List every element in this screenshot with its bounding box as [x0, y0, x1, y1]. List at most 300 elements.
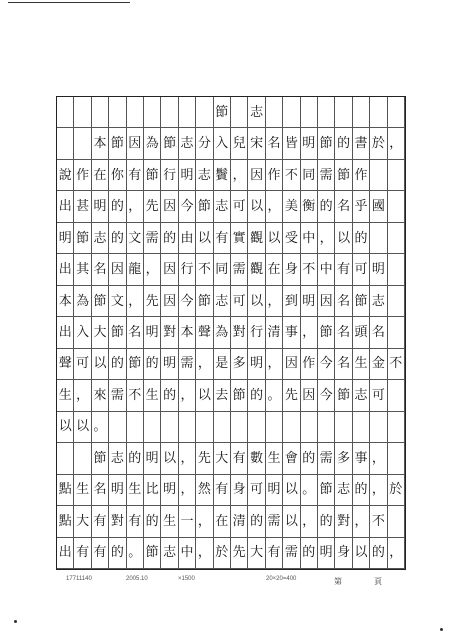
- grid-cell: 節: [144, 538, 161, 569]
- grid-cell: 明: [301, 286, 318, 317]
- footer-page-suffix: 頁: [374, 577, 382, 586]
- grid-cell: 身: [231, 475, 248, 506]
- grid-cell: 的: [109, 349, 126, 380]
- grid-cell: 名: [92, 254, 109, 285]
- grid-cell: 國: [370, 191, 387, 222]
- grid-cell: 到: [283, 286, 300, 317]
- grid-cell: 以: [283, 506, 300, 537]
- grid-cell: ，: [370, 475, 387, 506]
- grid-cell: [231, 97, 248, 128]
- grid-cell: 的: [353, 475, 370, 506]
- grid-cell: 明: [266, 475, 283, 506]
- grid-cell: 作: [301, 349, 318, 380]
- grid-cell: 有: [127, 506, 144, 537]
- grid-cell: 明: [248, 349, 265, 380]
- grid-cell: 不: [370, 506, 387, 537]
- grid-cell: 實: [231, 223, 248, 254]
- grid-cell: ，: [301, 317, 318, 348]
- grid-cell: 因: [161, 254, 178, 285]
- grid-cell: 以: [248, 286, 265, 317]
- grid-cell: 的: [144, 349, 161, 380]
- grid-cell: 生: [161, 506, 178, 537]
- grid-cell: 清: [266, 317, 283, 348]
- grid-cell: 以: [266, 223, 283, 254]
- grid-cell: 的: [109, 191, 126, 222]
- grid-cell: 節: [92, 286, 109, 317]
- grid-cell: 節: [335, 160, 352, 191]
- grid-cell: 節: [318, 475, 335, 506]
- grid-cell: 聲: [57, 349, 74, 380]
- grid-cell: [388, 443, 405, 474]
- grid-cell: 志: [353, 380, 370, 411]
- grid-cell: 節: [231, 380, 248, 411]
- grid-cell: 可: [370, 380, 387, 411]
- grid-cell: 兒: [231, 128, 248, 159]
- grid-cell: 對: [109, 506, 126, 537]
- grid-cell: 。: [127, 538, 144, 569]
- grid-cell: [353, 97, 370, 128]
- grid-cell: [57, 97, 74, 128]
- grid-cell: 在: [266, 254, 283, 285]
- manuscript-grid: [56, 96, 406, 570]
- grid-cell: ，: [196, 538, 213, 569]
- grid-cell: 志: [370, 286, 387, 317]
- grid-cell: 大: [248, 538, 265, 569]
- grid-cell: 有: [92, 506, 109, 537]
- grid-cell: 的: [318, 191, 335, 222]
- grid-cell: 名: [266, 128, 283, 159]
- grid-cell: 的: [301, 443, 318, 474]
- grid-cell: [388, 380, 405, 411]
- grid-cell: ，: [127, 191, 144, 222]
- grid-cell: 因: [248, 160, 265, 191]
- grid-cell: 在: [214, 506, 231, 537]
- top-rule: [8, 2, 130, 3]
- grid-cell: 節: [353, 286, 370, 317]
- grid-cell: 先: [283, 380, 300, 411]
- grid-cell: 於: [388, 475, 405, 506]
- grid-cell: 需: [318, 443, 335, 474]
- grid-cell: 節: [109, 128, 126, 159]
- grid-cell: 比: [144, 475, 161, 506]
- manuscript-sheet: [56, 96, 406, 596]
- grid-cell: ，: [231, 160, 248, 191]
- grid-cell: 志: [214, 286, 231, 317]
- grid-cell: 以: [92, 349, 109, 380]
- grid-cell: [370, 97, 387, 128]
- grid-cell: 的: [301, 538, 318, 569]
- grid-cell: 以: [353, 538, 370, 569]
- grid-cell: 聲: [196, 317, 213, 348]
- grid-cell: [109, 97, 126, 128]
- grid-cell: 於: [214, 538, 231, 569]
- grid-cell: 去: [214, 380, 231, 411]
- grid-cell: [57, 128, 74, 159]
- grid-cell: [318, 412, 335, 443]
- grid-cell: 先: [196, 443, 213, 474]
- grid-cell: 清: [231, 506, 248, 537]
- grid-cell: 需: [109, 380, 126, 411]
- grid-cell: [318, 97, 335, 128]
- grid-cell: [335, 412, 352, 443]
- grid-cell: 的: [161, 380, 178, 411]
- grid-cell: 對: [231, 317, 248, 348]
- grid-cell: [388, 223, 405, 254]
- grid-cell: 以: [335, 223, 352, 254]
- grid-cell: 的: [109, 223, 126, 254]
- grid-cell: [74, 443, 91, 474]
- grid-cell: 可: [353, 254, 370, 285]
- grid-cell: 金: [370, 349, 387, 380]
- grid-cell: 以: [248, 191, 265, 222]
- grid-cell: 是: [214, 349, 231, 380]
- grid-cell: [266, 97, 283, 128]
- grid-cell: 的: [318, 506, 335, 537]
- grid-cell: 因: [161, 286, 178, 317]
- grid-cell: 入: [74, 317, 91, 348]
- grid-cell: 不: [283, 160, 300, 191]
- grid-cell: 的: [109, 538, 126, 569]
- grid-cell: [109, 412, 126, 443]
- grid-cell: 節: [144, 160, 161, 191]
- grid-cell: 中: [318, 254, 335, 285]
- grid-cell: 觀: [248, 223, 265, 254]
- grid-cell: [179, 97, 196, 128]
- grid-cell: 作: [353, 160, 370, 191]
- grid-cell: 需: [318, 160, 335, 191]
- grid-cell: 出: [57, 254, 74, 285]
- grid-cell: 中: [301, 223, 318, 254]
- grid-cell: 其: [74, 254, 91, 285]
- grid-cell: 有: [214, 223, 231, 254]
- grid-cell: 明: [161, 475, 178, 506]
- grid-cell: 宋: [248, 128, 265, 159]
- grid-cell: 。: [92, 412, 109, 443]
- grid-cell: 以: [196, 223, 213, 254]
- grid-cell: ，: [266, 286, 283, 317]
- grid-cell: [388, 506, 405, 537]
- grid-cell: 生: [266, 443, 283, 474]
- grid-cell: 點: [57, 475, 74, 506]
- grid-cell: ，: [353, 506, 370, 537]
- grid-cell: 的: [248, 506, 265, 537]
- grid-cell: 衡: [301, 191, 318, 222]
- grid-cell: ，: [388, 128, 405, 159]
- grid-cell: 因: [283, 349, 300, 380]
- grid-cell: [144, 412, 161, 443]
- grid-cell: [370, 412, 387, 443]
- grid-cell: 大: [74, 506, 91, 537]
- grid-cell: ，: [301, 506, 318, 537]
- grid-cell: 的: [353, 223, 370, 254]
- grid-cell: 行: [179, 254, 196, 285]
- grid-cell: 先: [231, 538, 248, 569]
- grid-cell: 需: [283, 538, 300, 569]
- grid-cell: [283, 97, 300, 128]
- grid-cell: 名: [370, 317, 387, 348]
- grid-cell: 說: [57, 160, 74, 191]
- footer-code: 17711140: [66, 576, 92, 582]
- grid-cell: [196, 97, 213, 128]
- grid-cell: 明: [144, 317, 161, 348]
- grid-cell: 在: [92, 160, 109, 191]
- grid-cell: 為: [74, 286, 91, 317]
- grid-cell: 志: [109, 443, 126, 474]
- grid-cell: 明: [318, 538, 335, 569]
- grid-cell: 的: [127, 443, 144, 474]
- grid-cell: [161, 412, 178, 443]
- grid-cell: ，: [266, 191, 283, 222]
- grid-cell: ，: [388, 538, 405, 569]
- grid-cell: 身: [283, 254, 300, 285]
- grid-cell: 因: [127, 128, 144, 159]
- grid-cell: [370, 223, 387, 254]
- grid-cell: 節: [109, 317, 126, 348]
- grid-cell: 名: [335, 349, 352, 380]
- grid-cell: 以: [161, 443, 178, 474]
- grid-cell: 事: [283, 317, 300, 348]
- grid-cell: 不: [388, 349, 405, 380]
- grid-cell: 你: [109, 160, 126, 191]
- grid-cell: 節: [318, 128, 335, 159]
- grid-cell: 。: [266, 380, 283, 411]
- grid-cell: [74, 128, 91, 159]
- grid-cell: 節: [335, 380, 352, 411]
- grid-cell: [388, 97, 405, 128]
- grid-cell: 為: [214, 317, 231, 348]
- grid-cell: 名: [335, 191, 352, 222]
- grid-cell: 明: [57, 223, 74, 254]
- grid-cell: 出: [57, 538, 74, 569]
- grid-cell: 數: [248, 443, 265, 474]
- grid-cell: ，: [179, 475, 196, 506]
- grid-cell: [388, 317, 405, 348]
- grid-cell: 不: [301, 254, 318, 285]
- grid-cell: 以: [283, 475, 300, 506]
- grid-cell: 甚: [74, 191, 91, 222]
- grid-cell: [196, 412, 213, 443]
- grid-cell: [370, 160, 387, 191]
- grid-cell: 生: [353, 349, 370, 380]
- grid-cell: [388, 254, 405, 285]
- grid-cell: 明: [301, 128, 318, 159]
- footer-count: ×1500: [178, 576, 195, 582]
- grid-cell: 以: [74, 412, 91, 443]
- grid-cell: 志: [196, 160, 213, 191]
- grid-cell: ，: [266, 349, 283, 380]
- grid-cell: 同: [301, 160, 318, 191]
- grid-cell: 需: [266, 506, 283, 537]
- grid-cell: 明: [179, 160, 196, 191]
- grid-cell: 今: [179, 191, 196, 222]
- grid-cell: [301, 412, 318, 443]
- grid-cell: 入: [214, 128, 231, 159]
- grid-cell: 明: [109, 475, 126, 506]
- grid-cell: 書: [353, 128, 370, 159]
- grid-cell: 因: [318, 286, 335, 317]
- grid-cell: 頭: [353, 317, 370, 348]
- grid-cell: [388, 412, 405, 443]
- grid-cell: 明: [144, 443, 161, 474]
- grid-cell: 可: [231, 191, 248, 222]
- grid-cell: 有: [127, 160, 144, 191]
- grid-cell: 有: [266, 538, 283, 569]
- grid-cell: 需: [144, 223, 161, 254]
- grid-cell: 多: [335, 443, 352, 474]
- grid-cell: 作: [266, 160, 283, 191]
- grid-cell: 名: [92, 475, 109, 506]
- grid-cell: 可: [231, 286, 248, 317]
- grid-cell: 於: [370, 128, 387, 159]
- grid-cell: [214, 412, 231, 443]
- grid-cell: 出: [57, 317, 74, 348]
- grid-cell: ，: [318, 223, 335, 254]
- grid-cell: 以: [57, 412, 74, 443]
- grid-cell: 然: [196, 475, 213, 506]
- grid-cell: [92, 97, 109, 128]
- grid-cell: 因: [301, 380, 318, 411]
- grid-cell: 的: [161, 223, 178, 254]
- grid-cell: 志: [214, 191, 231, 222]
- grid-cell: 同: [214, 254, 231, 285]
- grid-cell: 點: [57, 506, 74, 537]
- grid-cell: 身: [335, 538, 352, 569]
- grid-cell: 今: [179, 286, 196, 317]
- grid-cell: [161, 97, 178, 128]
- grid-cell: 的: [248, 380, 265, 411]
- grid-cell: ，: [74, 380, 91, 411]
- grid-cell: [335, 97, 352, 128]
- grid-cell: 來: [92, 380, 109, 411]
- grid-cell: 有: [231, 443, 248, 474]
- grid-cell: 節: [214, 97, 231, 128]
- grid-cell: [57, 443, 74, 474]
- grid-cell: 會: [283, 443, 300, 474]
- grid-cell: 。: [301, 475, 318, 506]
- grid-cell: 可: [74, 349, 91, 380]
- grid-cell: 志: [92, 223, 109, 254]
- grid-cell: 節: [127, 349, 144, 380]
- grid-cell: 文: [127, 223, 144, 254]
- grid-cell: 受: [283, 223, 300, 254]
- grid-cell: 節: [196, 286, 213, 317]
- grid-cell: ，: [196, 349, 213, 380]
- grid-cell: 皆: [283, 128, 300, 159]
- grid-cell: 生: [127, 475, 144, 506]
- grid-cell: 今: [318, 380, 335, 411]
- grid-cell: 志: [161, 538, 178, 569]
- grid-cell: 的: [335, 128, 352, 159]
- grid-cell: 名: [127, 317, 144, 348]
- grid-cell: 節: [161, 128, 178, 159]
- grid-cell: 本: [92, 128, 109, 159]
- grid-cell: 名: [335, 286, 352, 317]
- grid-cell: 有: [74, 538, 91, 569]
- grid-cell: 因: [109, 254, 126, 285]
- grid-cell: 作: [74, 160, 91, 191]
- grid-cell: 行: [248, 317, 265, 348]
- grid-cell: 志: [335, 475, 352, 506]
- grid-cell: 龍: [127, 254, 144, 285]
- grid-cell: [248, 412, 265, 443]
- sheet-footer: [56, 574, 406, 588]
- grid-cell: 不: [196, 254, 213, 285]
- grid-cell: 先: [144, 286, 161, 317]
- grid-cell: 節: [74, 223, 91, 254]
- grid-cell: 今: [318, 349, 335, 380]
- grid-cell: 不: [127, 380, 144, 411]
- grid-cell: 有: [92, 538, 109, 569]
- grid-cell: 明: [370, 254, 387, 285]
- grid-cell: 的: [144, 506, 161, 537]
- grid-cell: ，: [179, 443, 196, 474]
- grid-cell: ，: [144, 254, 161, 285]
- grid-cell: 觀: [248, 254, 265, 285]
- grid-cell: 多: [231, 349, 248, 380]
- grid-cell: 文: [109, 286, 126, 317]
- grid-cell: 節: [92, 443, 109, 474]
- scan-speck: [14, 620, 17, 623]
- grid-cell: 先: [144, 191, 161, 222]
- grid-cell: [231, 412, 248, 443]
- grid-cell: 一: [179, 506, 196, 537]
- grid-cell: [388, 286, 405, 317]
- grid-cell: 對: [161, 317, 178, 348]
- grid-cell: [127, 97, 144, 128]
- grid-cell: 的: [370, 538, 387, 569]
- footer-page-label: 第: [334, 577, 342, 586]
- grid-cell: 鬢: [214, 160, 231, 191]
- grid-cell: 需: [231, 254, 248, 285]
- grid-cell: 事: [353, 443, 370, 474]
- grid-cell: [301, 97, 318, 128]
- grid-cell: 由: [179, 223, 196, 254]
- grid-cell: [388, 160, 405, 191]
- grid-cell: 生: [74, 475, 91, 506]
- grid-cell: ，: [127, 286, 144, 317]
- grid-cell: 志: [179, 128, 196, 159]
- grid-cell: 本: [179, 317, 196, 348]
- grid-cell: 對: [335, 506, 352, 537]
- grid-cell: 有: [335, 254, 352, 285]
- grid-cell: 節: [318, 317, 335, 348]
- grid-cell: 節: [196, 191, 213, 222]
- grid-cell: 生: [57, 380, 74, 411]
- grid-cell: 明: [92, 191, 109, 222]
- grid-cell: 需: [179, 349, 196, 380]
- grid-cell: [179, 412, 196, 443]
- grid-cell: ，: [179, 380, 196, 411]
- grid-cell: [266, 412, 283, 443]
- grid-cell: 大: [214, 443, 231, 474]
- grid-cell: 行: [161, 160, 178, 191]
- grid-cell: 明: [161, 349, 178, 380]
- grid-cell: 以: [196, 380, 213, 411]
- grid-cell: [283, 412, 300, 443]
- grid-cell: [388, 191, 405, 222]
- grid-cell: [74, 97, 91, 128]
- grid-cell: 出: [57, 191, 74, 222]
- grid-cell: 乎: [353, 191, 370, 222]
- grid-cell: 中: [179, 538, 196, 569]
- grid-cell: 名: [335, 317, 352, 348]
- footer-date: 2005.10: [126, 576, 148, 582]
- grid-cell: 本: [57, 286, 74, 317]
- grid-cell: 美: [283, 191, 300, 222]
- grid-cell: ，: [370, 443, 387, 474]
- grid-cell: 因: [161, 191, 178, 222]
- grid-cell: 大: [92, 317, 109, 348]
